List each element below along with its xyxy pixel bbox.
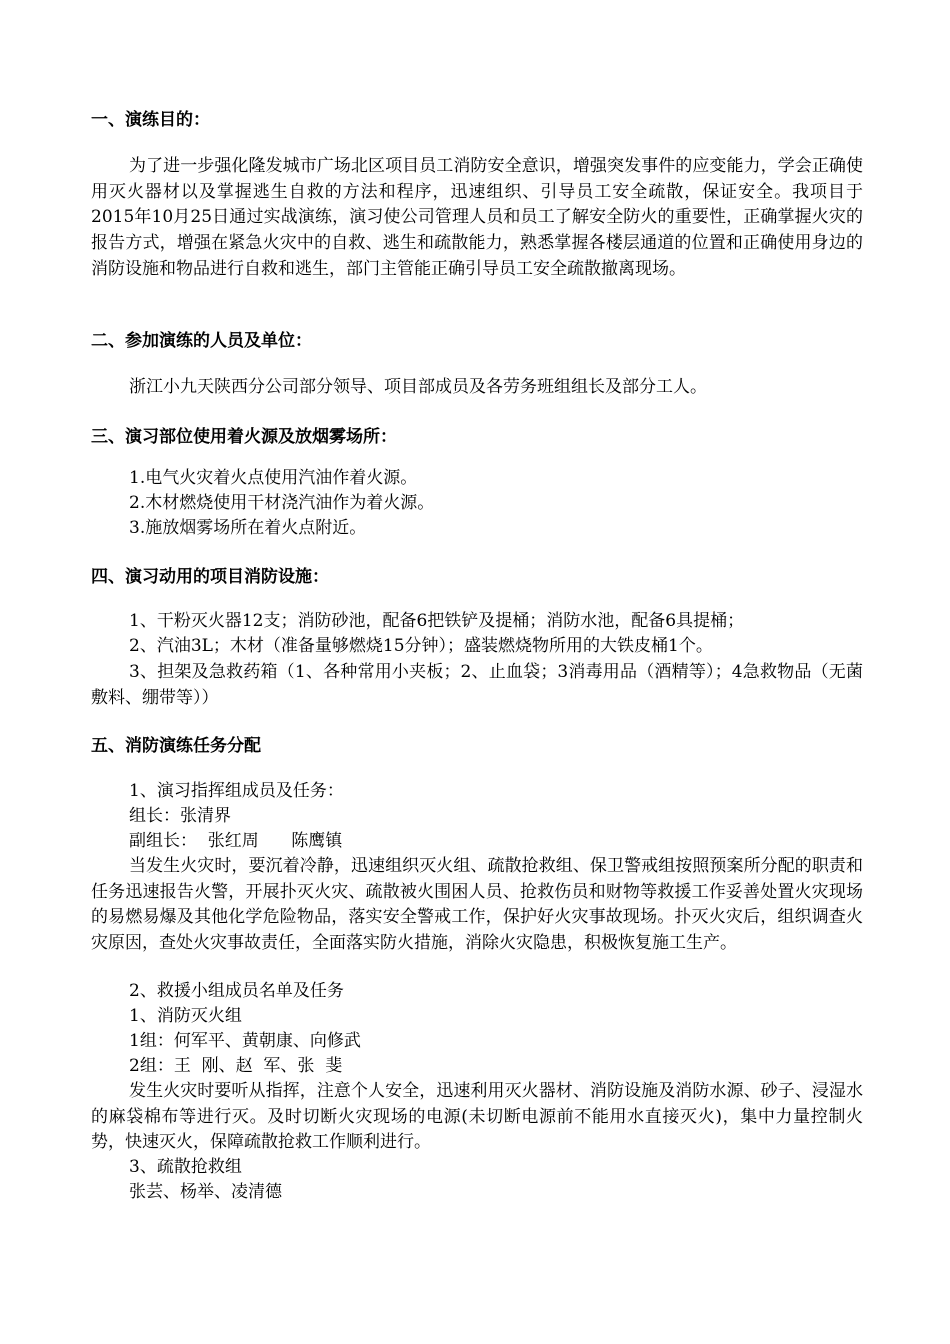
section-heading-fire-source: 三、演习部位使用着火源及放烟雾场所：	[91, 427, 397, 447]
command-group-duties: 当发生火灾时，要沉着冷静，迅速组织灭火组、疏散抢救组、保卫警戒组按照预案所分配的职责和任务迅速报告火警，开展扑灭火灾、疏散被火围困人员、抢救伤员和财物等救援工作妥善处置火灾现场的易燃易爆及其他化学危险物品，落实安全警戒工作，保护好火灾事故现场。扑灭火灾后，组织调查火灾原因，查处火灾事故责任，全面落实防火措施，消除火灾隐患，积极恢复施工生产。	[91, 856, 863, 954]
section-heading-participants: 二、参加演练的人员及单位：	[91, 331, 312, 351]
facilities-item-1: 1、干粉灭火器12支；消防砂池，配备6把铁铲及提桶；消防水池，配备6具提桶；	[129, 611, 745, 631]
firefighting-duties: 发生火灾时要听从指挥，注意个人安全，迅速利用灭火器材、消防设施及消防水源、砂子、浸湿水的麻袋棉布等进行灭。及时切断火灾现场的电源(未切断电源前不能用水直接灭火)，集中力量控制火势，快速灭火，保障疏散抢救工作顺利进行。	[91, 1081, 863, 1153]
facilities-item-3: 3、担架及急救药箱（1、各种常用小夹板；2、止血袋；3消毒用品（酒精等）；4急救物品（无菌敷料、绷带等））	[91, 662, 863, 708]
purpose-paragraph: 为了进一步强化隆发城市广场北区项目员工消防安全意识，增强突发事件的应变能力，学会正确使用灭火器材以及掌握逃生自救的方法和程序，迅速组织、引导员工安全疏散，保证安全。我项目于2015年10月25日通过实战演练，演习使公司管理人员和员工了解安全防火的重要性，正确掌握火灾的报告方式，增强在紧急火灾中的自救、逃生和疏散能力，熟悉掌握各楼层通道的位置和正确使用身边的消防设施和物品进行自救和逃生，部门主管能正确引导员工安全疏散撤离现场。	[91, 156, 863, 279]
section-heading-facilities: 四、演习动用的项目消防设施：	[91, 567, 329, 587]
fire-source-item-2: 2.木材燃烧使用干材浇汽油作为着火源。	[129, 493, 435, 513]
rescue-groups-title: 2、救援小组成员名单及任务	[129, 981, 344, 1001]
evacuation-group-title: 3、疏散抢救组	[129, 1157, 242, 1177]
evacuation-group-members: 张芸、杨举、凌清德	[129, 1182, 282, 1202]
facilities-item-2: 2、汽油3L；木材（准备量够燃烧15分钟）；盛装燃烧物所用的大铁皮桶1个。	[129, 636, 713, 656]
firefighting-team-1: 1组：何军平、黄朝康、向修武	[129, 1031, 361, 1051]
command-group-leader: 组长：张清界	[129, 806, 231, 826]
fire-source-item-3: 3.施放烟雾场所在着火点附近。	[129, 518, 367, 538]
fire-source-item-1: 1.电气火灾着火点使用汽油作着火源。	[129, 468, 418, 488]
participants-line: 浙江小九天陕西分公司部分领导、项目部成员及各劳务班组组长及部分工人。	[129, 377, 707, 397]
firefighting-team-2: 2组：王 刚、赵 军、张 斐	[129, 1056, 343, 1076]
section-heading-task-assignment: 五、消防演练任务分配	[91, 736, 261, 756]
command-group-deputy: 副组长： 张红周 陈鹰镇	[129, 831, 343, 851]
command-group-title: 1、演习指挥组成员及任务：	[129, 781, 344, 801]
section-heading-purpose: 一、演练目的：	[91, 110, 210, 130]
firefighting-group-title: 1、消防灭火组	[129, 1006, 242, 1026]
